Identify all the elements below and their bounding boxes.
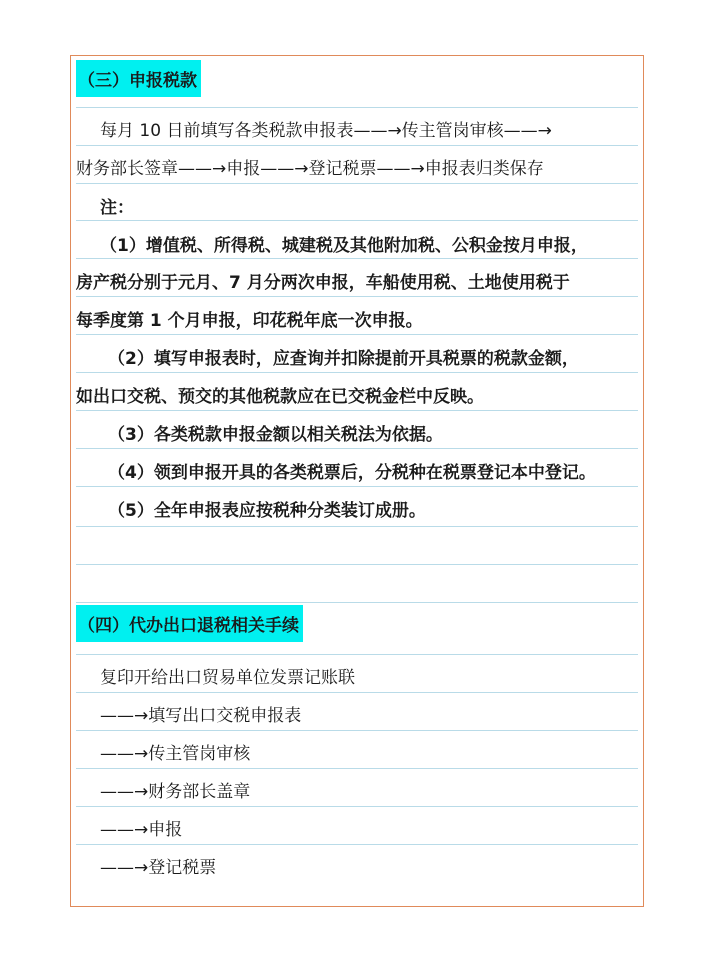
note-1-line-1: （1）增值税、所得税、城建税及其他附加税、公积金按月申报， xyxy=(100,236,588,256)
step-6: ——→登记税票 xyxy=(100,858,217,878)
procedure-line-2: 财务部长签章——→申报——→登记税票——→申报表归类保存 xyxy=(76,159,544,179)
note-5: （5）全年申报表应按税种分类装订成册。 xyxy=(108,501,426,521)
rule-line xyxy=(76,564,638,565)
rule-line xyxy=(76,258,638,259)
rule-line xyxy=(76,526,638,527)
rule-line xyxy=(76,448,638,449)
rule-line xyxy=(76,410,638,411)
section-4-heading: （四）代办出口退税相关手续 xyxy=(76,605,303,642)
note-2-line-1: （2）填写申报表时，应查询并扣除提前开具税票的税款金额， xyxy=(108,349,579,369)
rule-line xyxy=(76,372,638,373)
rule-line xyxy=(76,768,638,769)
procedure-line-1: 每月 10 日前填写各类税款申报表——→传主管岗审核——→ xyxy=(100,121,552,141)
step-4: ——→财务部长盖章 xyxy=(100,782,251,802)
rule-line xyxy=(76,692,638,693)
rule-line xyxy=(76,730,638,731)
section-3-heading-row xyxy=(76,60,638,97)
note-label: 注： xyxy=(100,198,134,218)
rule-line xyxy=(76,296,638,297)
section-4-heading-row xyxy=(76,605,638,642)
document-frame xyxy=(70,55,644,907)
rule-line xyxy=(76,486,638,487)
step-3: ——→传主管岗审核 xyxy=(100,744,251,764)
rule-line xyxy=(76,602,638,603)
note-4: （4）领到申报开具的各类税票后，分税种在税票登记本中登记。 xyxy=(108,463,596,483)
rule-line xyxy=(76,220,638,221)
step-1: 复印开给出口贸易单位发票记账联 xyxy=(100,668,355,688)
note-3: （3）各类税款申报金额以相关税法为依据。 xyxy=(108,425,443,445)
step-2: ——→填写出口交税申报表 xyxy=(100,706,302,726)
rule-line xyxy=(76,145,638,146)
rule-line xyxy=(76,107,638,108)
rule-line xyxy=(76,844,638,845)
rule-line xyxy=(76,183,638,184)
note-2-line-2: 如出口交税、预交的其他税款应在已交税金栏中反映。 xyxy=(76,387,484,407)
note-1-line-3: 每季度第 1 个月申报，印花税年底一次申报。 xyxy=(76,311,423,331)
section-3-heading: （三）申报税款 xyxy=(76,60,201,97)
rule-line xyxy=(76,654,638,655)
note-1-line-2: 房产税分别于元月、7 月分两次申报，车船使用税、土地使用税于 xyxy=(76,273,570,293)
rule-line xyxy=(76,806,638,807)
step-5: ——→申报 xyxy=(100,820,183,840)
rule-line xyxy=(76,334,638,335)
